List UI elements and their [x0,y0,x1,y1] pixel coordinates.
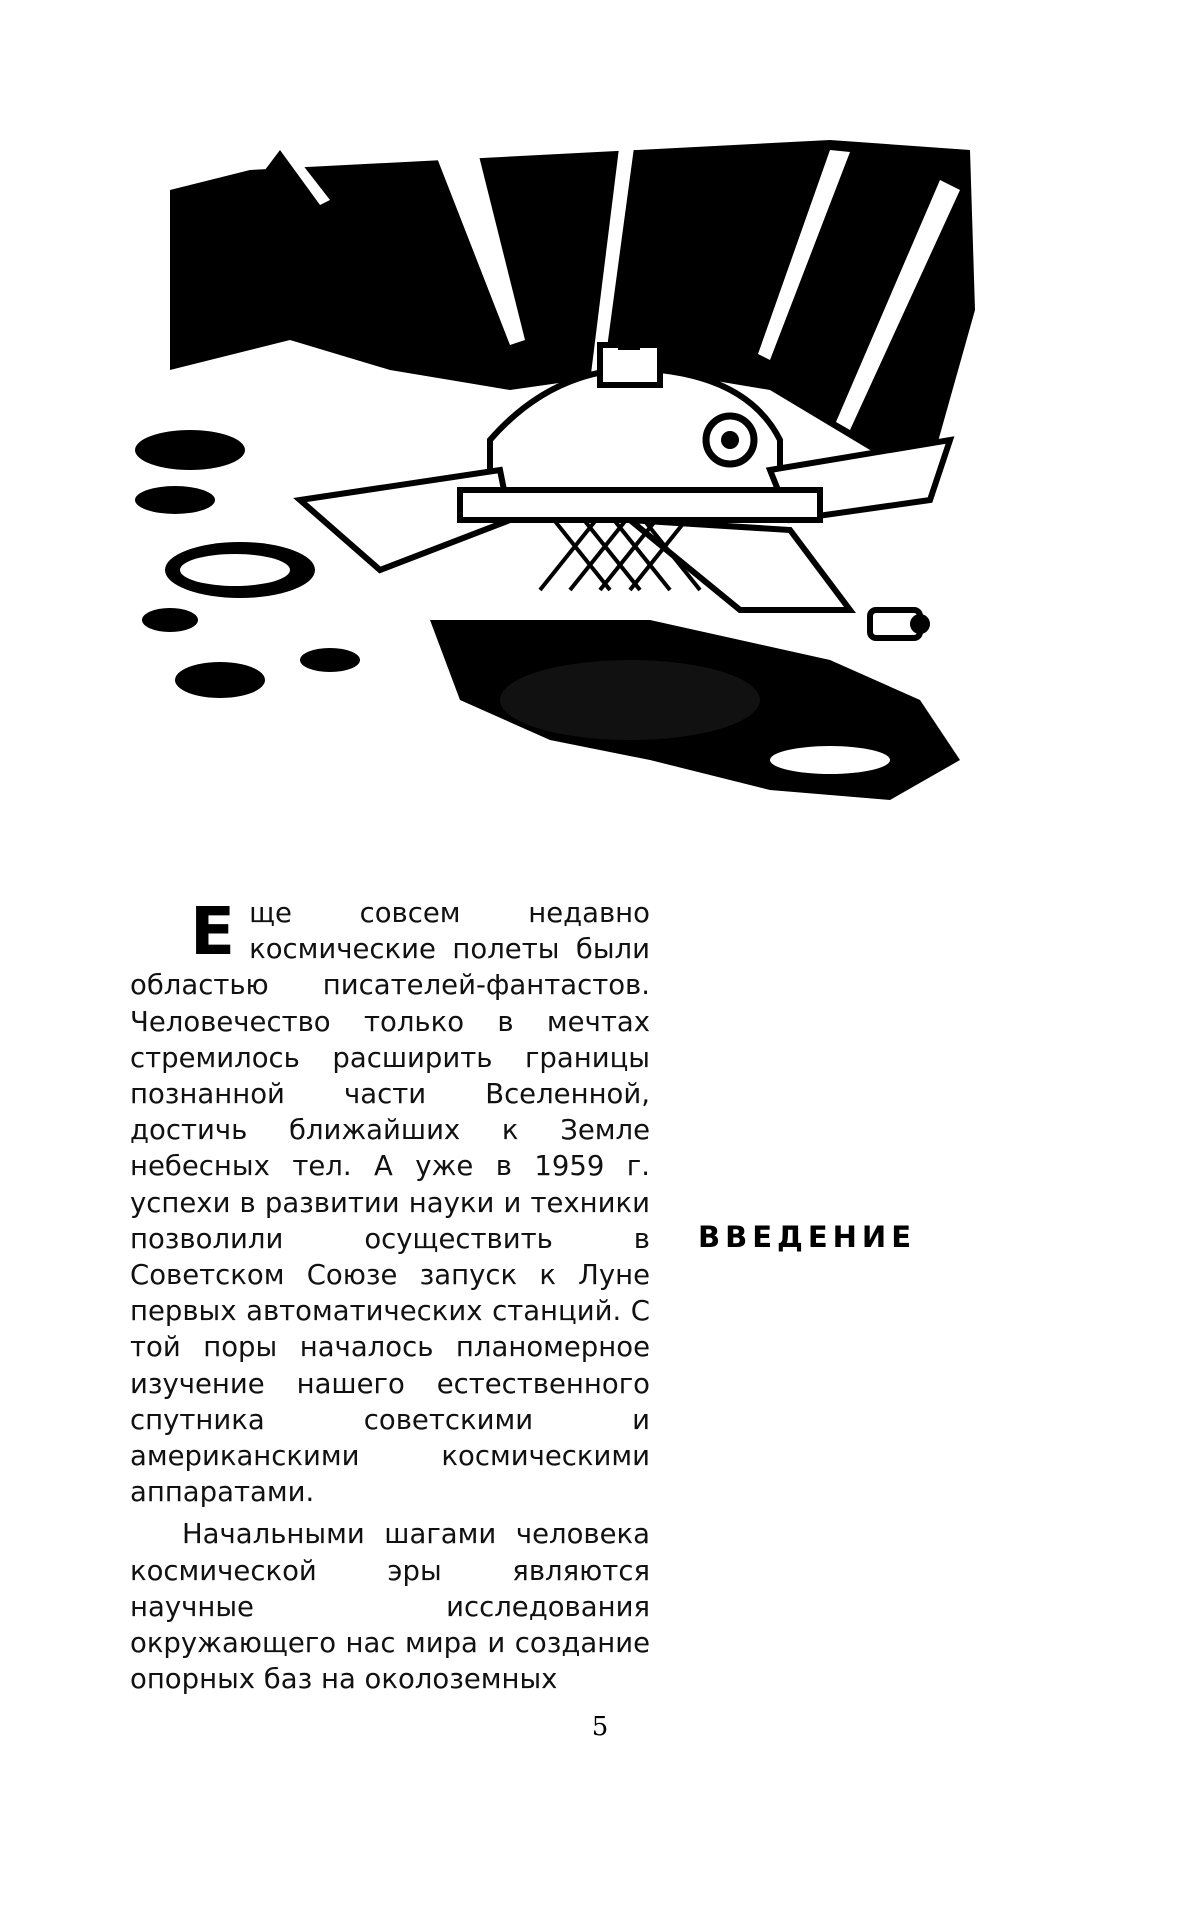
body-text [130,895,650,1697]
paragraph-1-text: ще совсем недавно космические полеты были областью писателей-фантастов. Человечество только в мечтах стремилось расширить границы познанной части Вселенной, достичь ближайших к Земле небесных тел. А уже в 1959 г. успехи в развитии науки и техники позволили осуществить в Советском Союзе запуск к Луне первых автоматических станций. С той поры началось планомерное изучение нашего естественного спутника советскими и американскими космическими аппаратами. [130,897,650,1509]
lunar-lander-illustration [130,140,1060,820]
paragraph-2: Начальными шагами человека космической эры являются научные исследования окружающего нас мира и создание опорных баз на околоземных [130,1518,650,1696]
section-heading: ВВЕДЕНИЕ [698,1220,917,1254]
paragraph-1 [130,895,650,1510]
drop-cap: Е [190,893,236,970]
page-number: 5 [591,1712,609,1742]
